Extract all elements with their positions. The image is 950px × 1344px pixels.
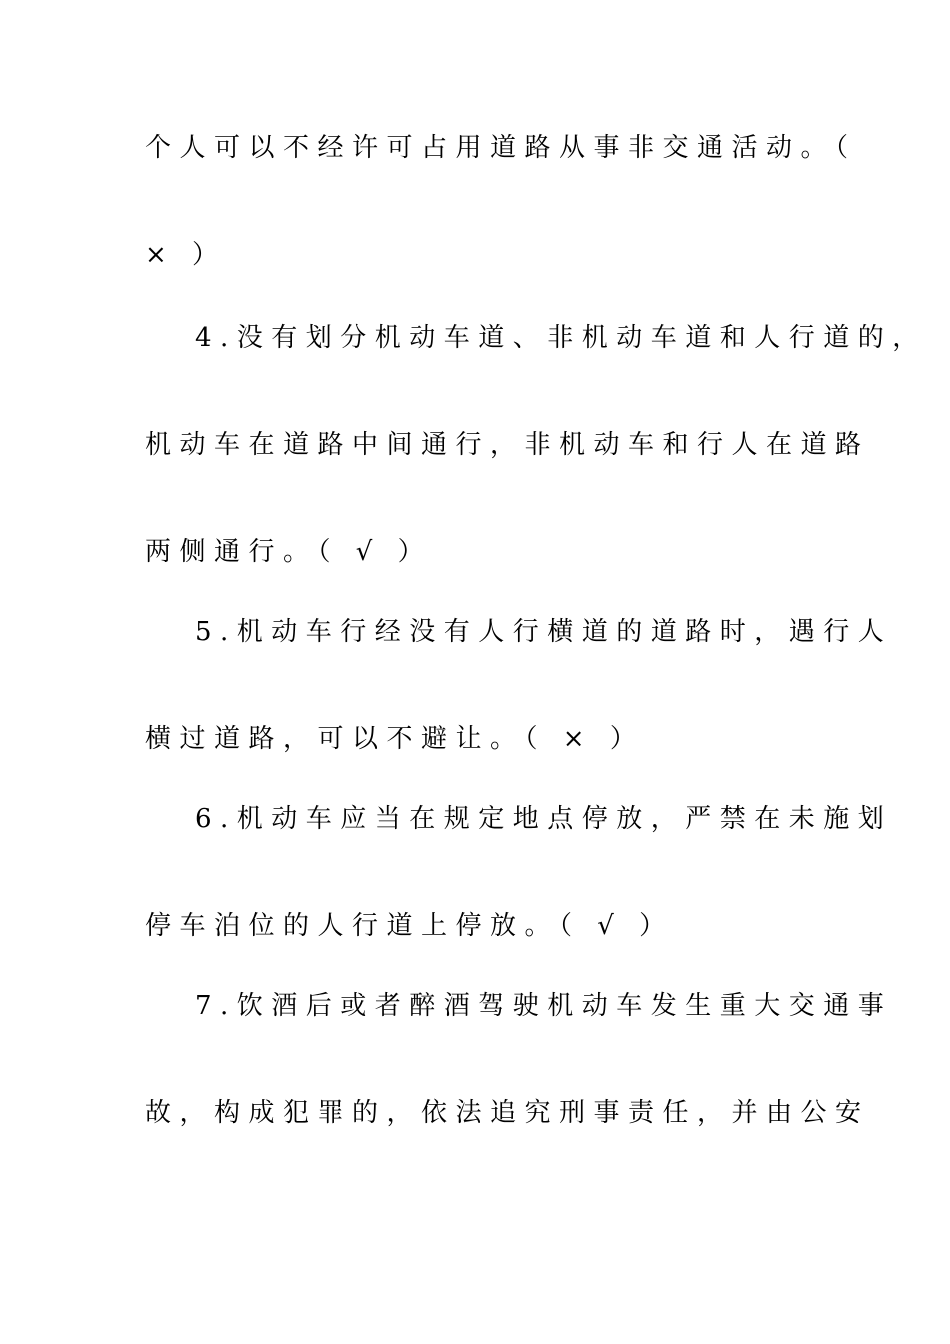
- item-5-line-2: 横过道路，可以不避让。（ × ）: [145, 724, 645, 754]
- item-4-line-1: 4.没有划分机动车道、非机动车道和人行道的，: [195, 323, 927, 353]
- item-7-line-2: 故，构成犯罪的，依法追究刑事责任，并由公安: [145, 1098, 870, 1128]
- item-6-line-1: 6.机动车应当在规定地点停放，严禁在未施划: [195, 804, 893, 834]
- item-6-line-2: 停车泊位的人行道上停放。（ √ ）: [145, 911, 674, 941]
- item-4-line-2: 机动车在道路中间通行，非机动车和行人在道路: [145, 430, 870, 460]
- item-7-line-1: 7.饮酒后或者醉酒驾驶机动车发生重大交通事: [195, 991, 893, 1021]
- text-line-2: × ）: [145, 240, 227, 270]
- item-5-line-1: 5.机动车行经没有人行横道的道路时，遇行人: [195, 617, 893, 647]
- text-line-1: 个人可以不经许可占用道路从事非交通活动。（: [145, 133, 857, 163]
- item-4-line-3: 两侧通行。（ √ ）: [145, 537, 433, 567]
